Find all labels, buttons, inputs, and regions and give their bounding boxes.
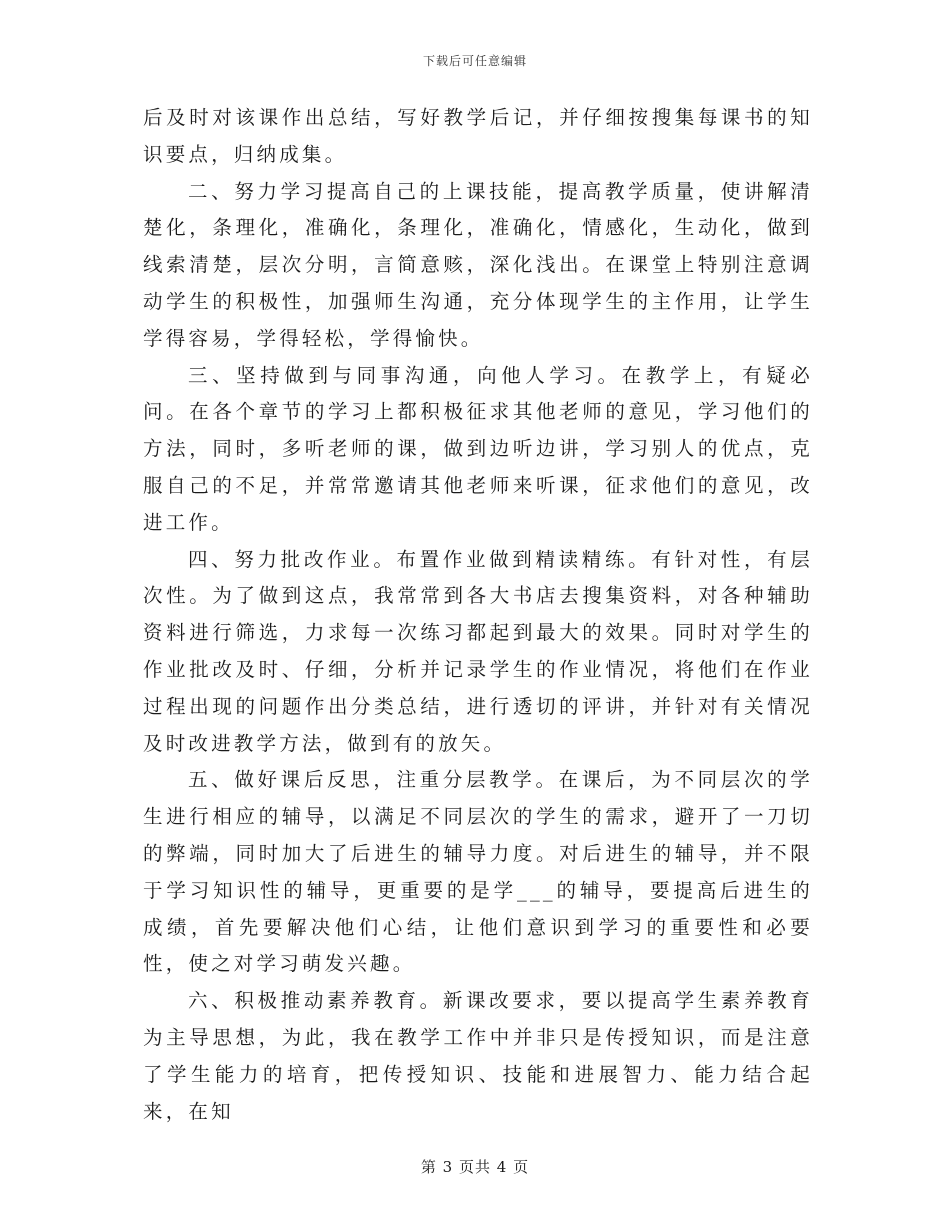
paragraph-section-4: 四、努力批改作业。布置作业做到精读精练。有针对性，有层次性。为了做到这点，我常常到各大书店去搜集资料，对各种辅助资料进行筛选，力求每一次练习都起到最大的效果。同时对学生的作业批改及时、仔细，分析并记录学生的作业情况，将他们在作业过程出现的问题作出分类总结，进行透切的评讲，并针对有关情况及时改进教学方法，做到有的放矢。 <box>143 547 813 755</box>
page-footer-page-number: 第 3 页共 4 页 <box>420 1158 530 1176</box>
paragraph-section-6: 六、积极推动素养教育。新课改要求，要以提高学生素养教育为主导思想，为此，我在教学工作中并非只是传授知识，而是注意了学生能力的培育，把传授知识、技能和进展智力、能力结合起来，在知 <box>143 989 813 1123</box>
paragraph-continuation: 后及时对该课作出总结，写好教学后记，并仔细按搜集每课书的知识要点，归纳成集。 <box>143 106 813 166</box>
paragraph-section-5: 五、做好课后反思，注重分层教学。在课后，为不同层次的学生进行相应的辅导，以满足不同层次的学生的需求，避开了一刀切的弊端，同时加大了后进生的辅导力度。对后进生的辅导，并不限于学习知识性的辅导，更重要的是学___的辅导，要提高后进生的成绩，首先要解决他们心结，让他们意识到学习的重要性和必要性，使之对学习萌发兴趣。 <box>143 768 813 976</box>
paragraph-section-2: 二、努力学习提高自己的上课技能，提高教学质量，使讲解清楚化，条理化，准确化，条理化，准确化，情感化，生动化，做到线索清楚，层次分明，言简意赅，深化浅出。在课堂上特别注意调动学生的积极性，加强师生沟通，充分体现学生的主作用，让学生学得容易，学得轻松，学得愉快。 <box>143 179 813 350</box>
page-header: 下载后可任意编辑 <box>422 54 527 68</box>
document-body <box>143 100 813 1130</box>
paragraph-section-3: 三、坚持做到与同事沟通，向他人学习。在教学上，有疑必问。在各个章节的学习上都积极征求其他老师的意见，学习他们的方法，同时，多听老师的课，做到边听边讲，学习别人的优点，克服自己的不足，并常常邀请其他老师来听课，征求他们的意见，改进工作。 <box>143 363 813 534</box>
